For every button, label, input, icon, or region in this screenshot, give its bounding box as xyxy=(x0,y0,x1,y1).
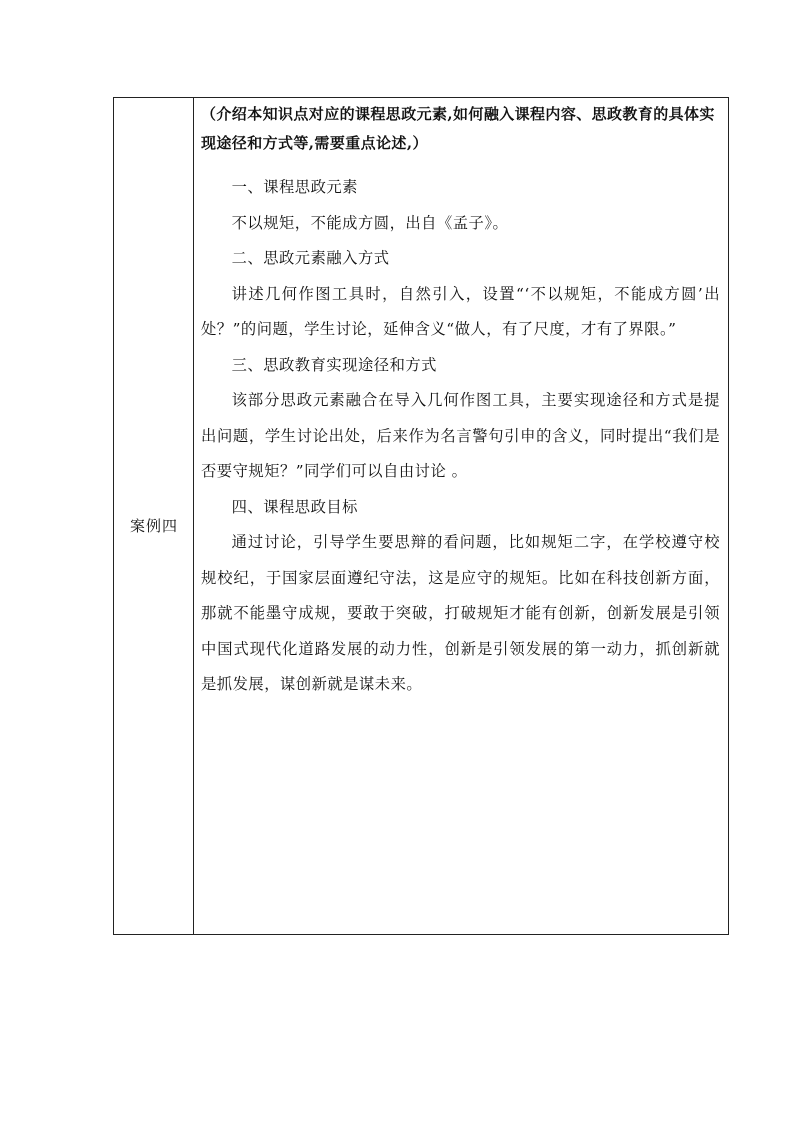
content-body xyxy=(201,170,720,703)
left-label-cell xyxy=(114,98,194,934)
content-cell xyxy=(194,98,728,934)
section-heading-1: 一、课程思政元素 xyxy=(231,178,358,196)
section-body-4: 通过讨论，引导学生要思辩的看问题，比如规矩二字，在学校遵守校规校纪，于国家层面遵纪守法，这是应守的规矩。比如在科技创新方面，那就不能墨守成规，要敢于突破，打破规矩才能有创新，创新发展是引领中国式现代化道路发展的动力性，创新是引领发展的第一动力，抓创新就是抓发展，谋创新就是谋未来。 xyxy=(201,533,720,693)
intro-instruction: （介绍本知识点对应的课程思政元素,如何融入课程内容、思政教育的具体实现途径和方式等,需要重点论述,） xyxy=(201,105,715,152)
case-label: 案例四 xyxy=(129,517,178,535)
document-table xyxy=(113,97,729,935)
section-body-1: 不以规矩，不能成方圆，出自《孟子》。 xyxy=(231,213,509,232)
section-body-3: 该部分思政元素融合在导入几何作图工具，主要实现途径和方式是提出问题，学生讨论出处，后来作为名言警句引申的含义，同时提出“我们是否要守规矩？”同学们可以自由讨论 。 xyxy=(201,391,720,480)
section-heading-4: 四、课程思政目标 xyxy=(231,497,358,516)
section-body-2: 讲述几何作图工具时，自然引入，设置“‘不以规矩，不能成方圆’出处？”的问题，学生讨论，延伸含义“做人，有了尺度，才有了界限。” xyxy=(201,284,720,338)
section-heading-2: 二、思政元素融入方式 xyxy=(231,249,390,267)
section-heading-3: 三、思政教育实现途径和方式 xyxy=(231,355,437,374)
